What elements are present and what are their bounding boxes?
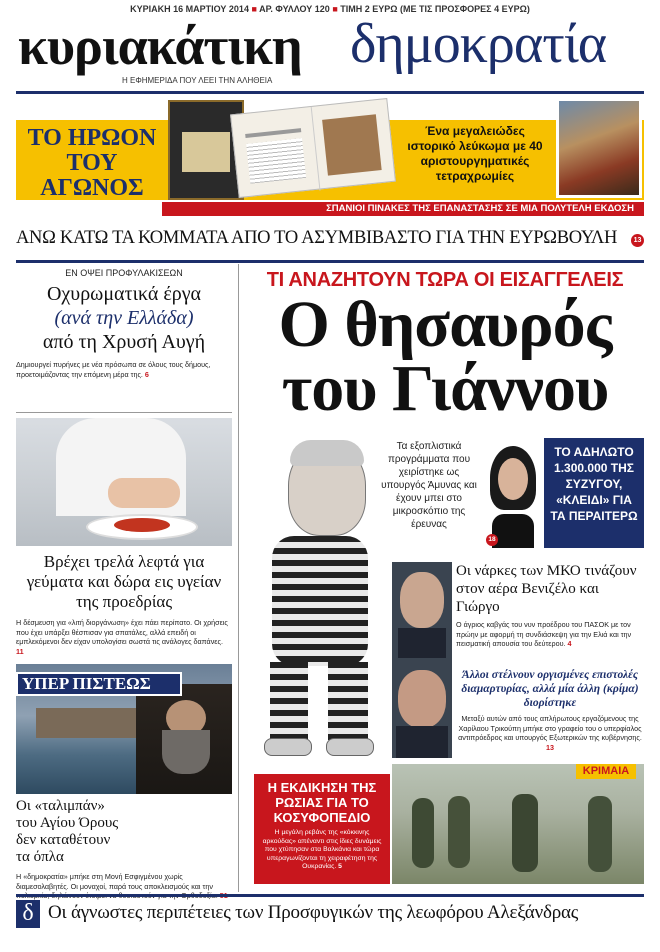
column-divider: [238, 264, 239, 892]
left-story-1-kicker: ΕΝ ΟΨΕΙ ΠΡΟΦΥΛΑΚΙΣΕΩΝ: [65, 268, 183, 278]
dateline-day: ΚΥΡΙΑΚΗ 16 ΜΑΡΤΙΟΥ 2014: [130, 4, 249, 14]
mko-sub-story[interactable]: [456, 668, 644, 758]
footer-banner[interactable]: [16, 900, 644, 932]
promo-painting: [556, 98, 642, 198]
wife-photo: [484, 438, 542, 548]
banner-rule: [16, 260, 644, 263]
left-story-1-page: 6: [144, 369, 149, 379]
promo-open-book: [230, 98, 396, 198]
left-story-1-title-c: από τη Χρυσή Αυγή: [42, 331, 206, 353]
left-story-3[interactable]: [16, 798, 232, 890]
mko-body: Ο άγριος καβγάς του νυν προέδρου του ΠΑΣΟΚ με τον πρώην με αφορμή τη συνδιάσκεψη για την Ελιά και την πεισματική απουσία του δεύτερου.: [456, 620, 632, 648]
caricature-illustration: [250, 440, 390, 766]
faith-label: [16, 672, 182, 696]
top-banner[interactable]: [16, 228, 644, 254]
wife-page-badge: 18: [486, 534, 498, 546]
main-teaser[interactable]: [376, 440, 482, 552]
footer-logo: δ: [16, 900, 40, 928]
side-box-text: ΤΟ ΑΔΗΛΩΤΟ 1.300.000 ΤΗΣ ΣΥΖΥΓΟΥ, «ΚΛΕΙΔΙ» ΓΙΑ ΤΑ ΠΕΡΑΙΤΕΡΩ: [550, 445, 638, 523]
left-story-2[interactable]: [16, 552, 232, 660]
footer-rule: [16, 894, 644, 897]
masthead-title-right: δημοκρατία: [350, 13, 607, 75]
main-headline-1: Ο θησαυρός: [278, 288, 612, 361]
crimea-page: 5: [338, 863, 342, 870]
left-story-1[interactable]: [16, 268, 232, 408]
dateline-issue: ΑΡ. ΦΥΛΛΟΥ 120: [259, 4, 330, 14]
crimea-tag-text: ΚΡΙΜΑΙΑ: [582, 765, 630, 777]
mko-page: 4: [567, 639, 572, 648]
main-teaser-text: Τα εξοπλιστικά προγράμματα που χειρίστηκε ως υπουργός Άμυνας και έχουν μπει στο μικροσκόπιο της έρευνας: [381, 441, 477, 530]
footer-text: Οι άγνωστες περιπέτειες των Προσφυγικών της λεωφόρου Αλεξάνδρας: [48, 902, 579, 923]
chef-photo: [16, 418, 232, 546]
main-headline-2: του Γιάννου: [281, 352, 609, 425]
dateline: ΚΥΡΙΑΚΗ 16 ΜΑΡΤΙΟΥ 2014 ■ ΑΡ. ΦΥΛΛΟΥ 120 ■ ΤΙΜΗ 2 ΕΥΡΩ (ΜΕ ΤΙΣ ΠΡΟΣΦΟΡΕΣ 4 ΕΥΡΩ): [130, 4, 530, 14]
masthead-tagline: Η ΕΦΗΜΕΡΙΔΑ ΠΟΥ ΛΕΕΙ ΤΗΝ ΑΛΗΘΕΙΑ: [122, 76, 273, 85]
crimea-box[interactable]: [254, 774, 390, 884]
soldiers-photo: [392, 764, 644, 884]
side-box[interactable]: [544, 438, 644, 548]
left-story-1-body: Δημιουργεί πυρήνες με νέα πρόσωπα σε όλους τους δήμους, προετοιμάζοντας την επόμενη μέρα της.: [16, 360, 211, 379]
left-story-2-page: 11: [16, 646, 24, 656]
divider: [16, 412, 232, 413]
left-story-3-title: Οι «ταλιμπάν» του Αγίου Όρους δεν καταθέτουν τα όπλα: [16, 798, 119, 865]
left-story-2-body: Η δέσμευση για «λιτή διοργάνωση» έχει πάει περίπατο. Οι χρήσεις που έχει υπάρξει θέσπισαν για σπατάλες, αλλά επειδή οι εμπλεκόμενοι δεν είχαν υπολογίσει σωστά τις ανάλογες δαπάνες.: [16, 618, 228, 646]
promo-strip: [162, 202, 644, 216]
promo-strip-text: ΣΠΑΝΙΟΙ ΠΙΝΑΚΕΣ ΤΗΣ ΕΠΑΝΑΣΤΑΣΗΣ ΣΕ ΜΙΑ ΠΟΛΥΤΕΛΗ ΕΚΔΟΣΗ: [326, 203, 634, 214]
faith-label-text: ΥΠΕΡ ΠΙΣΤΕΩΣ: [22, 674, 151, 693]
main-kicker: ΤΙ ΑΝΑΖΗΤΟΥΝ ΤΩΡΑ ΟΙ ΕΙΣΑΓΓΕΛΕΙΣ: [266, 269, 624, 291]
masthead-rule: [16, 91, 644, 94]
crimea-tag: [576, 764, 636, 779]
promo-description: Ένα μεγαλειώδες ιστορικό λεύκωμα με 40 αριστουργηματικές τετραχρωμίες: [407, 124, 543, 183]
mko-sub-title: Άλλοι στέλνουν οργισμένες επιστολές διαμαρτυρίας, αλλά μία άλλη (κρίμα) διορίστηκε: [461, 669, 639, 709]
page-ref-badge: 13: [631, 234, 644, 247]
dateline-price: ΤΙΜΗ 2 ΕΥΡΩ (ΜΕ ΤΙΣ ΠΡΟΣΦΟΡΕΣ 4 ΕΥΡΩ): [340, 4, 530, 14]
top-banner-text: ΑΝΩ ΚΑΤΩ ΤΑ ΚΟΜΜΑΤΑ ΑΠΟ ΤΟ ΑΣΥΜΒΙΒΑΣΤΟ ΓΙΑ ΤΗΝ ΕΥΡΩΒΟΥΛΗ: [16, 228, 618, 248]
left-story-2-title: Βρέχει τρελά λεφτά για γεύματα και δώρα εις υγείαν της προεδρίας: [26, 552, 222, 611]
promo-panel[interactable]: [16, 98, 644, 220]
mko-sub-body: Μεταξύ αυτών από τους απλήρωτους εργαζόμενους της Χαρίλαου Τρικούπη μπήκε στο γραφείο του ο υπερφίαλος αντιπρόεδρος και υπουργός Εξωτερικών της κυβέρνησης.: [458, 714, 642, 742]
promo-title: ΤΟ ΗΡΩΟΝ ΤΟΥ ΑΓΩΝΟΣ: [27, 125, 157, 201]
left-story-1-title-b: (ανά την Ελλάδα): [54, 307, 194, 329]
mko-sub-page: 13: [546, 742, 554, 752]
mko-title: Οι νάρκες των ΜΚΟ τινάζουν στον αέρα Βενιζέλο και Γιώργο: [456, 563, 637, 615]
masthead-title-left: κυριακάτικη: [18, 16, 302, 76]
left-story-3-body: Η «δημοκρατία» μπήκε στη Μονή Εσφιγμένου χωρίς διαμεσολαβητές. Οι μοναχοί, παρά τους αποκλεισμούς και την: [16, 872, 213, 891]
crimea-box-body: Η μεγάλη ρεβάνς της «κόκκινης αρκούδας» απέναντι στις ίδιες δυνάμεις που χτύπησαν στα Βαλκάνια και τώρα υπεραγωνίζονται τη χειραφέτηση της Ουκρανίας.: [262, 829, 382, 870]
left-story-1-title-a: Οχυρωματικά έργα: [46, 283, 202, 305]
mko-story[interactable]: [456, 562, 644, 672]
politicians-photo: [392, 562, 452, 758]
crimea-box-title: Η ΕΚΔΙΚΗΣΗ ΤΗΣ ΡΩΣΙΑΣ ΓΙΑ ΤΟ ΚΟΣΥΦΟΠΕΔΙΟ: [267, 780, 377, 825]
